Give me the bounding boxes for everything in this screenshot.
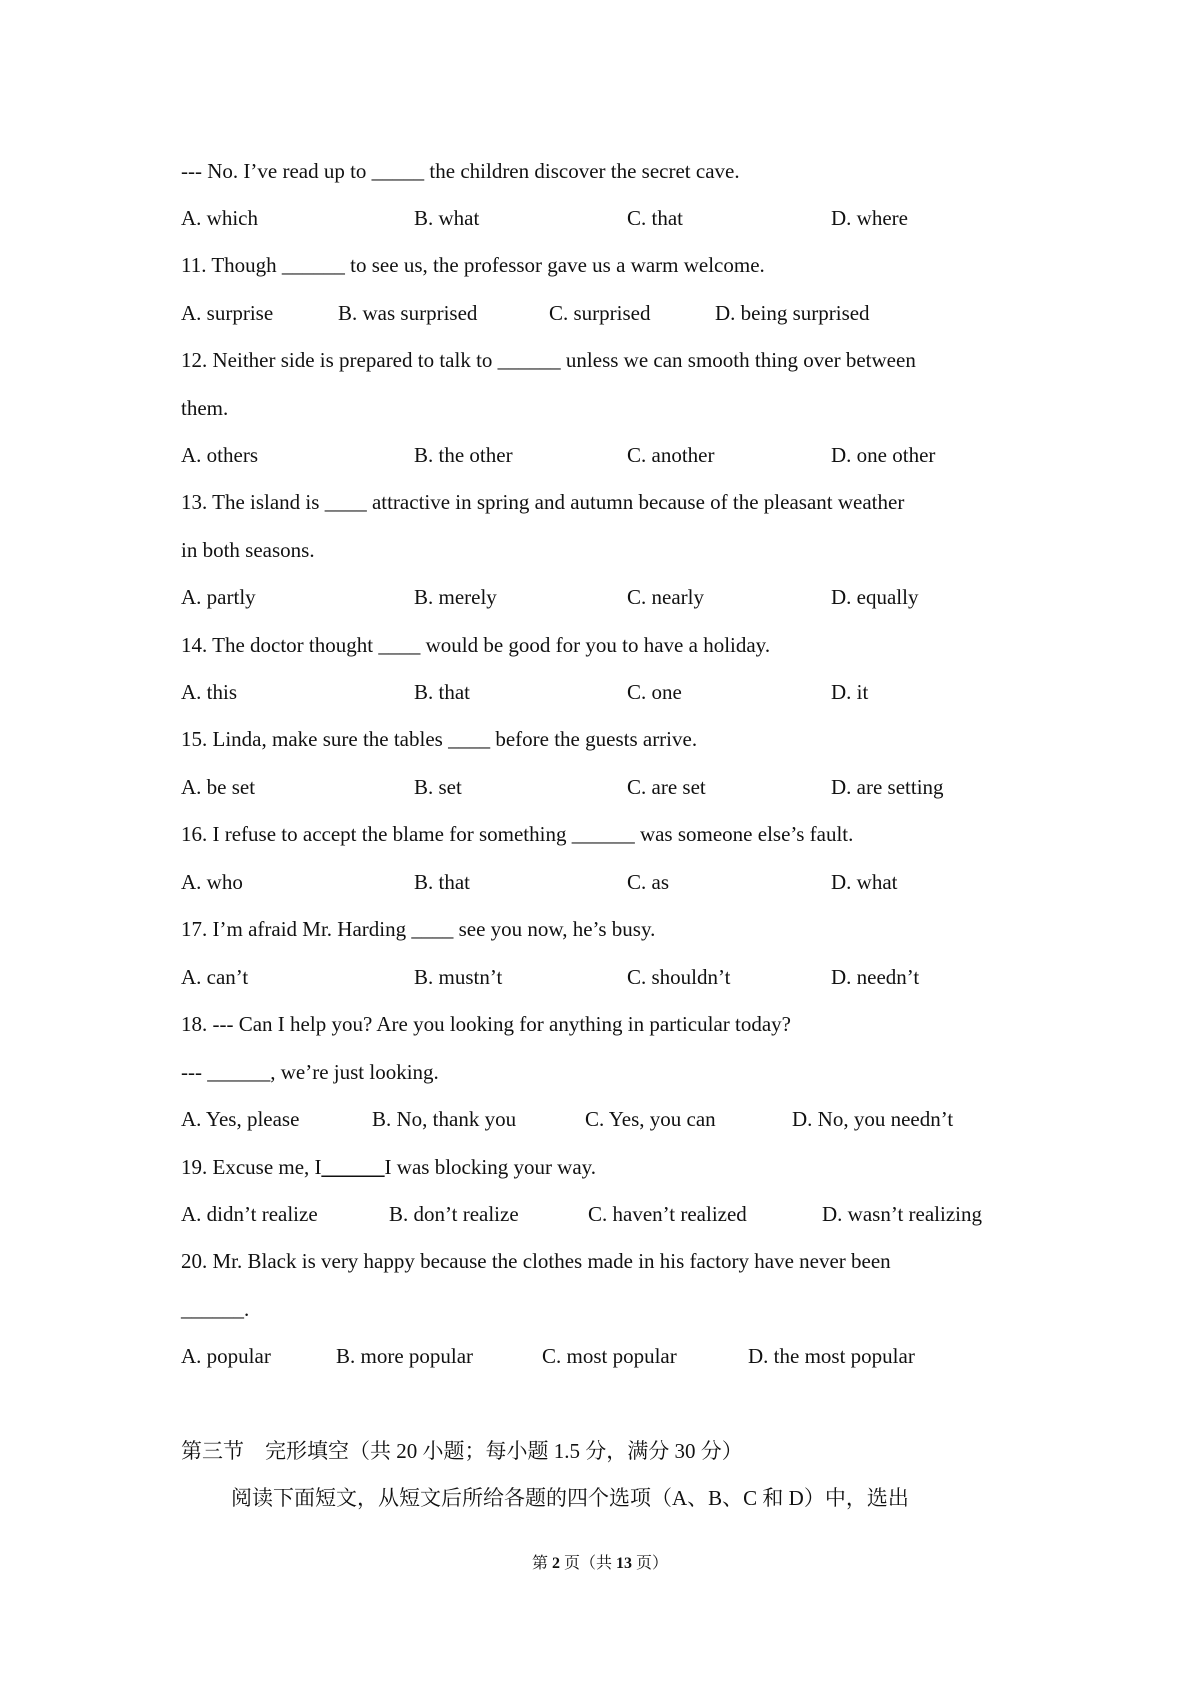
question-17-stem: 17. I’m afraid Mr. Harding ____ see you now, he’s busy.	[181, 917, 656, 941]
option-c: C. surprised	[549, 301, 651, 325]
question-15-stem: 15. Linda, make sure the tables ____ before the guests arrive.	[181, 727, 698, 751]
option-b: B. merely	[414, 585, 497, 609]
option-a: A. didn’t realize	[181, 1202, 318, 1226]
option-d: D. wasn’t realizing	[822, 1202, 982, 1226]
option-d: D. one other	[831, 443, 936, 467]
question-17-options	[181, 962, 981, 992]
option-b: B. was surprised	[338, 301, 478, 325]
option-d: D. the most popular	[748, 1344, 915, 1368]
question-20-stem-cont: ______.	[181, 1297, 250, 1321]
question-18-stem-cont: --- ______, we’re just looking.	[181, 1060, 439, 1084]
question-18-options	[181, 1104, 981, 1134]
option-b: B. set	[414, 775, 462, 799]
question-13-options	[181, 582, 981, 612]
question-13-stem-cont: in both seasons.	[181, 538, 315, 562]
option-a: A. popular	[181, 1344, 271, 1368]
option-d: D. being surprised	[715, 301, 870, 325]
option-a: A. which	[181, 206, 258, 230]
option-c: C. are set	[627, 775, 706, 799]
option-d: D. needn’t	[831, 965, 920, 989]
question-19-text-cont: I was blocking your way.	[384, 1155, 597, 1179]
option-a: A. partly	[181, 585, 256, 609]
section-instruction: 阅读下面短文，从短文后所给各题的四个选项（A、B、C 和 D）中，选出	[231, 1486, 909, 1510]
option-b: B. don’t realize	[389, 1202, 519, 1226]
question-20-stem: 20. Mr. Black is very happy because the clothes made in his factory have never been	[181, 1249, 891, 1273]
section-title: 第三节 完形填空（共 20 小题；每小题 1.5 分，满分 30 分）	[181, 1439, 743, 1463]
option-b: B. No, thank you	[372, 1107, 517, 1131]
option-d: D. are setting	[831, 775, 944, 799]
question-19-options	[181, 1199, 1021, 1229]
question-19-text: 19. Excuse me, I	[181, 1155, 322, 1179]
question-20-options	[181, 1341, 981, 1371]
question-12-stem: 12. Neither side is prepared to talk to ______ unless we can smooth thing over between	[181, 348, 916, 372]
option-a: A. be set	[181, 775, 256, 799]
question-14-options	[181, 677, 981, 707]
question-18-stem: 18. --- Can I help you? Are you looking for anything in particular today?	[181, 1012, 792, 1036]
option-c: C. nearly	[627, 585, 704, 609]
question-13-stem: 13. The island is ____ attractive in spring and autumn because of the pleasant weather	[181, 490, 905, 514]
option-d: D. where	[831, 206, 908, 230]
option-b: B. more popular	[336, 1344, 474, 1368]
footer-suffix: 页）	[636, 1555, 669, 1572]
option-b: B. the other	[414, 443, 513, 467]
option-c: C. shouldn’t	[627, 965, 731, 989]
page-footer	[0, 1553, 1200, 1575]
question-11-stem: 11. Though ______ to see us, the professor gave us a warm welcome.	[181, 253, 765, 277]
question-14-stem: 14. The doctor thought ____ would be good for you to have a holiday.	[181, 633, 771, 657]
question-12-stem-cont: them.	[181, 396, 229, 420]
option-a: A. can’t	[181, 965, 249, 989]
question-16-stem: 16. I refuse to accept the blame for something ______ was someone else’s fault.	[181, 822, 854, 846]
option-a: A. who	[181, 870, 243, 894]
option-b: B. that	[414, 680, 470, 704]
question-10-options	[181, 203, 981, 233]
option-c: C. most popular	[542, 1344, 677, 1368]
option-c: C. one	[627, 680, 682, 704]
footer-total-pages: 13	[616, 1555, 632, 1572]
option-d: D. No, you needn’t	[792, 1107, 954, 1131]
option-a: A. others	[181, 443, 258, 467]
option-a: A. Yes, please	[181, 1107, 300, 1131]
question-11-options	[181, 298, 981, 328]
option-c: C. that	[627, 206, 683, 230]
option-a: A. this	[181, 680, 238, 704]
option-b: B. that	[414, 870, 470, 894]
option-c: C. Yes, you can	[585, 1107, 716, 1131]
question-19-stem	[181, 1152, 596, 1182]
option-d: D. it	[831, 680, 869, 704]
option-c: C. as	[627, 870, 669, 894]
footer-page-number: 2	[551, 1555, 560, 1572]
question-19-blank: ______	[321, 1155, 385, 1179]
option-a: A. surprise	[181, 301, 274, 325]
option-b: B. mustn’t	[414, 965, 503, 989]
question-10-stem: --- No. I’ve read up to _____ the children discover the secret cave.	[181, 159, 740, 183]
option-c: C. haven’t realized	[588, 1202, 747, 1226]
question-16-options	[181, 867, 981, 897]
option-b: B. what	[414, 206, 480, 230]
question-15-options	[181, 772, 981, 802]
footer-middle: 页（共	[563, 1555, 612, 1572]
option-d: D. equally	[831, 585, 919, 609]
option-d: D. what	[831, 870, 898, 894]
footer-prefix: 第	[531, 1555, 548, 1572]
question-12-options	[181, 440, 981, 470]
option-c: C. another	[627, 443, 715, 467]
